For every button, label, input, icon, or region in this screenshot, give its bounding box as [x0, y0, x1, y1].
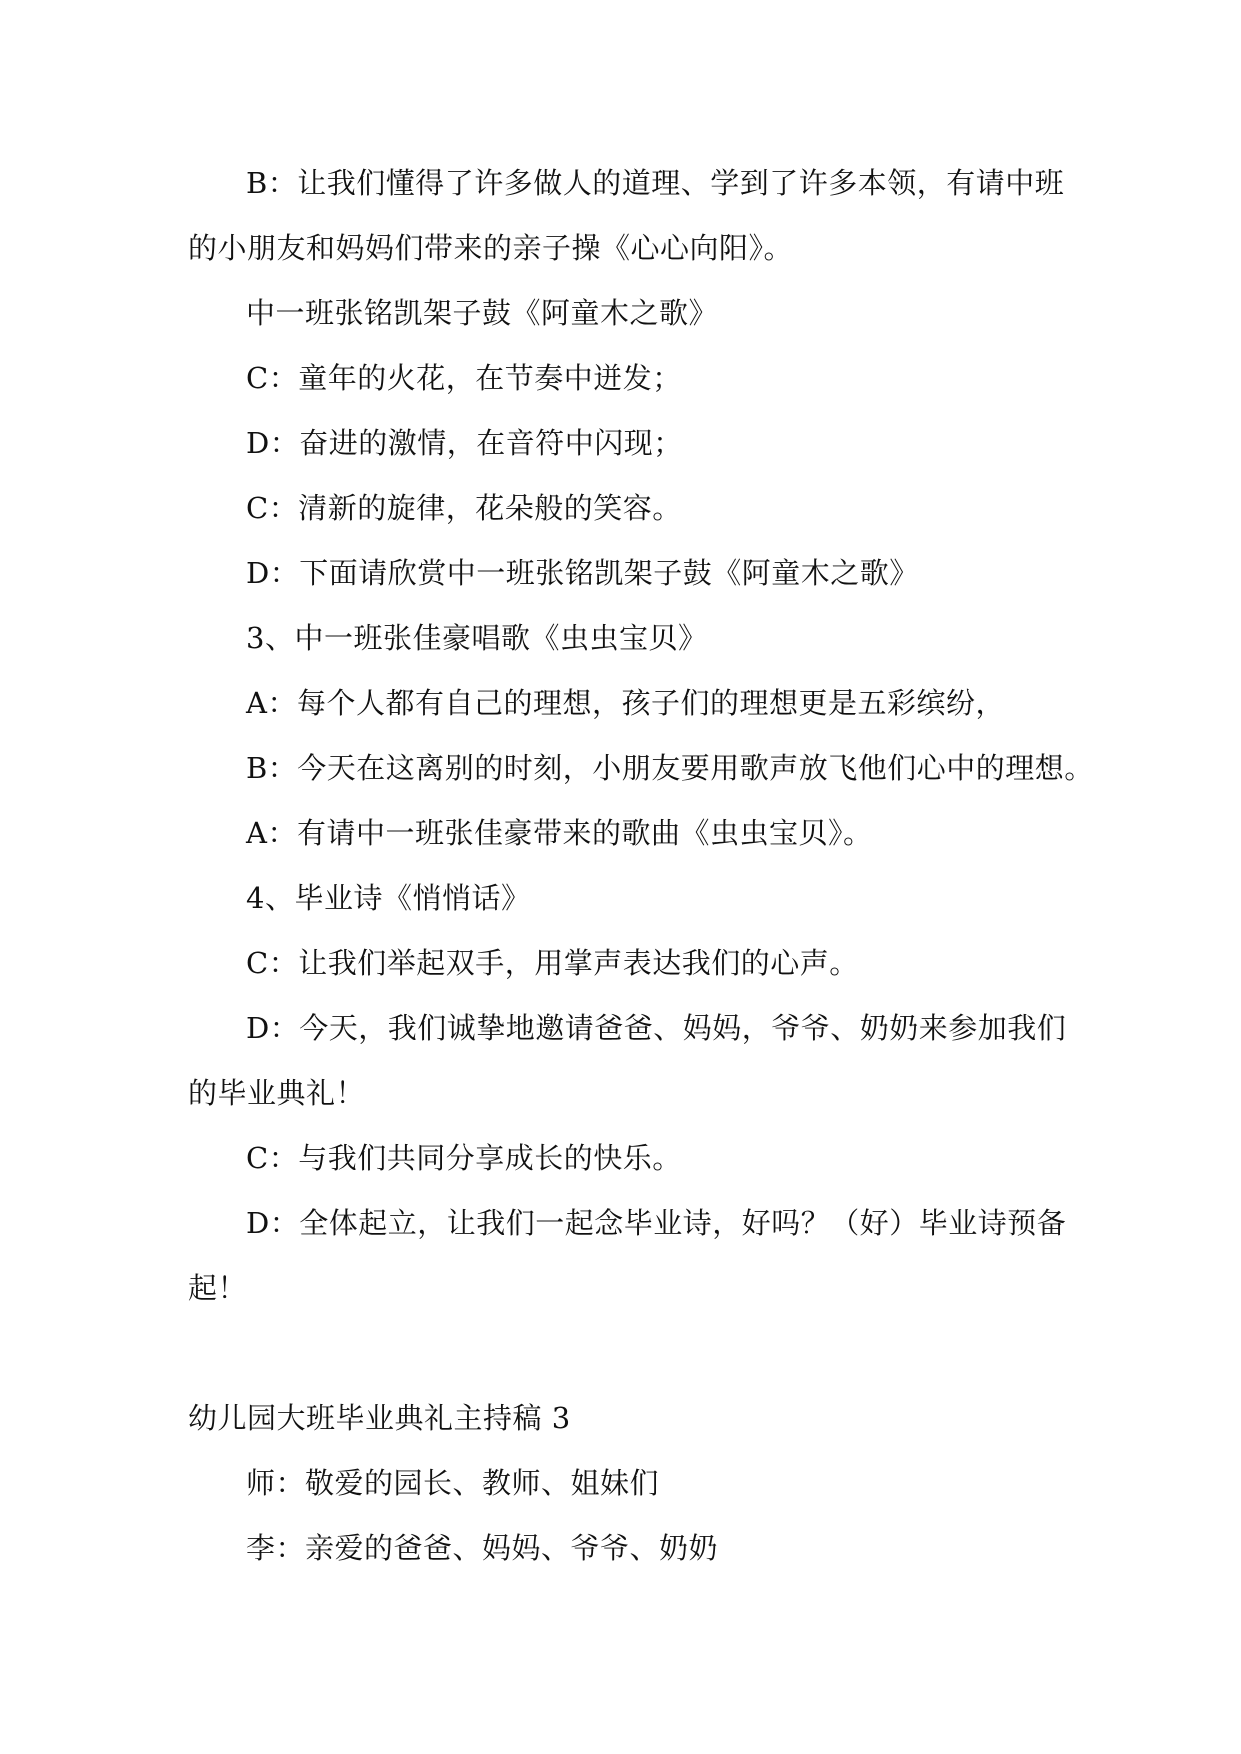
text-line: A：每个人都有自己的理想，孩子们的理想更是五彩缤纷， — [246, 686, 1005, 720]
section-heading: 幼儿园大班毕业典礼主持稿 3 — [188, 1401, 571, 1435]
text-line: C：童年的火花，在节奏中迸发； — [246, 361, 682, 395]
text-line: 的毕业典礼！ — [188, 1076, 366, 1110]
text-line: C：清新的旋律，花朵般的笑容。 — [246, 491, 682, 525]
text-line: 中一班张铭凯架子鼓《阿童木之歌》 — [246, 296, 719, 330]
text-line: 师：敬爱的园长、教师、姐妹们 — [246, 1466, 660, 1500]
text-line: D：奋进的激情，在音符中闪现； — [246, 426, 683, 460]
text-line: 李：亲爱的爸爸、妈妈、爷爷、奶奶 — [246, 1531, 719, 1565]
text-line: B：今天在这离别的时刻，小朋友要用歌声放飞他们心中的理想。 — [246, 751, 1094, 785]
text-line: A：有请中一班张佳豪带来的歌曲《虫虫宝贝》。 — [246, 816, 873, 850]
text-line: 起！ — [188, 1271, 248, 1305]
text-line: C：让我们举起双手，用掌声表达我们的心声。 — [246, 946, 859, 980]
text-line: C：与我们共同分享成长的快乐。 — [246, 1141, 682, 1175]
text-line: 的小朋友和妈妈们带来的亲子操《心心向阳》。 — [188, 231, 794, 265]
text-line: 3、中一班张佳豪唱歌《虫虫宝贝》 — [246, 621, 708, 655]
text-line: B：让我们懂得了许多做人的道理、学到了许多本领，有请中班 — [246, 166, 1065, 200]
text-line: 4、毕业诗《悄悄话》 — [246, 881, 531, 915]
text-line: D：下面请欣赏中一班张铭凯架子鼓《阿童木之歌》 — [246, 556, 919, 590]
text-line: D：全体起立，让我们一起念毕业诗，好吗？（好）毕业诗预备 — [246, 1206, 1067, 1240]
text-line: D：今天，我们诚挚地邀请爸爸、妈妈，爷爷、奶奶来参加我们 — [246, 1011, 1067, 1045]
